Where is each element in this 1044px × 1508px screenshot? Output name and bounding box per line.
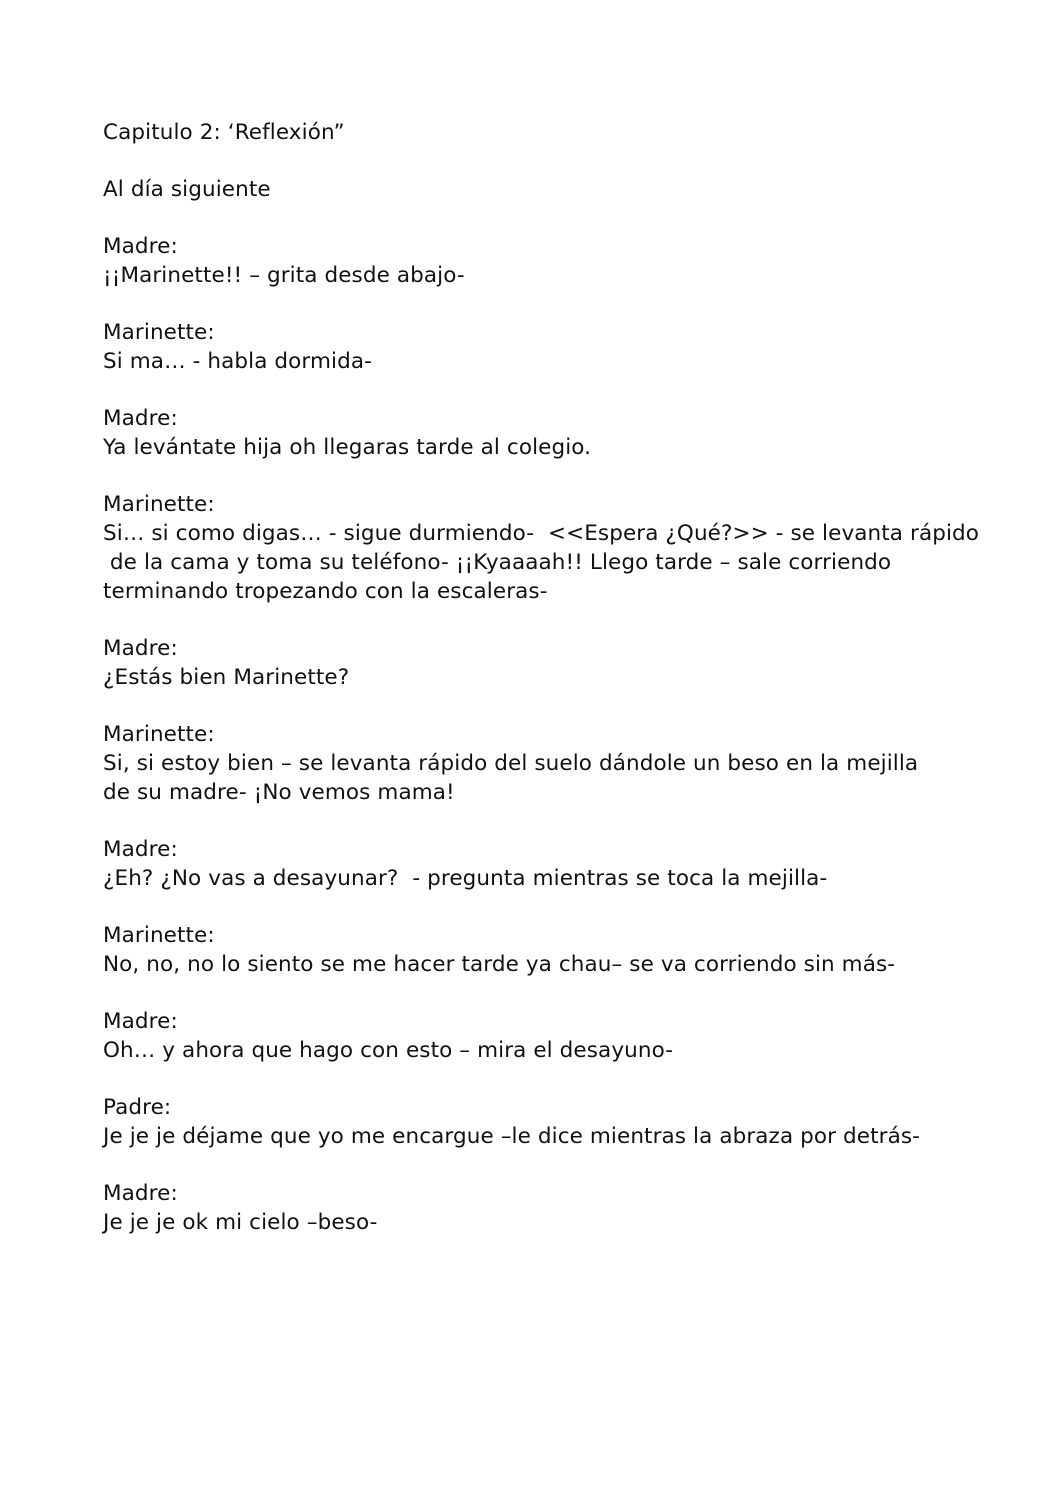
- speaker-name: Madre:: [103, 636, 178, 661]
- dialogue-line: Oh… y ahora que hago con esto – mira el desayuno-: [103, 1038, 674, 1063]
- dialogue-line: Je je je déjame que yo me encargue –le dice mientras la abraza por detrás-: [103, 1124, 921, 1149]
- dialogue-entry: [103, 1007, 983, 1065]
- dialogue-entry: [103, 232, 983, 290]
- dialogue-line: Si ma… - habla dormida-: [103, 349, 372, 374]
- scene-note: Al día siguiente: [103, 177, 271, 202]
- speaker-name: Madre:: [103, 1009, 178, 1034]
- dialogue-entry: [103, 404, 983, 462]
- speaker-name: Madre:: [103, 234, 178, 259]
- dialogue-line: ¡¡Marinette!! – grita desde abajo-: [103, 263, 465, 288]
- dialogue-line: ¿Eh? ¿No vas a desayunar? - pregunta mientras se toca la mejilla-: [103, 866, 828, 891]
- speaker-name: Marinette:: [103, 923, 215, 948]
- dialogue-entry: [103, 1093, 983, 1151]
- dialogue-line: de su madre- ¡No vemos mama!: [103, 780, 455, 805]
- document-body: [103, 118, 983, 1265]
- speaker-name: Madre:: [103, 1181, 178, 1206]
- dialogue-line: Ya levántate hija oh llegaras tarde al colegio.: [103, 435, 592, 460]
- dialogue-line: ¿Estás bien Marinette?: [103, 665, 350, 690]
- dialogue-list: [103, 232, 983, 1237]
- speaker-name: Padre:: [103, 1095, 172, 1120]
- dialogue-entry: [103, 835, 983, 893]
- dialogue-line: Si, si estoy bien – se levanta rápido del suelo dándole un beso en la mejilla: [103, 751, 919, 776]
- dialogue-line: Si… si como digas… - sigue durmiendo- <<Espera ¿Qué?>> - se levanta rápido: [103, 521, 980, 546]
- dialogue-entry: [103, 634, 983, 692]
- speaker-name: Marinette:: [103, 320, 215, 345]
- dialogue-entry: [103, 720, 983, 807]
- speaker-name: Madre:: [103, 837, 178, 862]
- speaker-name: Marinette:: [103, 492, 215, 517]
- dialogue-entry: [103, 1179, 983, 1237]
- dialogue-line: No, no, no lo siento se me hacer tarde ya chau– se va corriendo sin más-: [103, 952, 896, 977]
- chapter-title: Capitulo 2: ‘Reflexión”: [103, 120, 345, 145]
- dialogue-entry: [103, 490, 983, 606]
- speaker-name: Marinette:: [103, 722, 215, 747]
- dialogue-entry: [103, 921, 983, 979]
- dialogue-line: terminando tropezando con la escaleras-: [103, 579, 548, 604]
- dialogue-line: de la cama y toma su teléfono- ¡¡Kyaaaah!! Llego tarde – sale corriendo: [103, 550, 892, 575]
- speaker-name: Madre:: [103, 406, 178, 431]
- dialogue-line: Je je je ok mi cielo –beso-: [103, 1210, 378, 1235]
- dialogue-entry: [103, 318, 983, 376]
